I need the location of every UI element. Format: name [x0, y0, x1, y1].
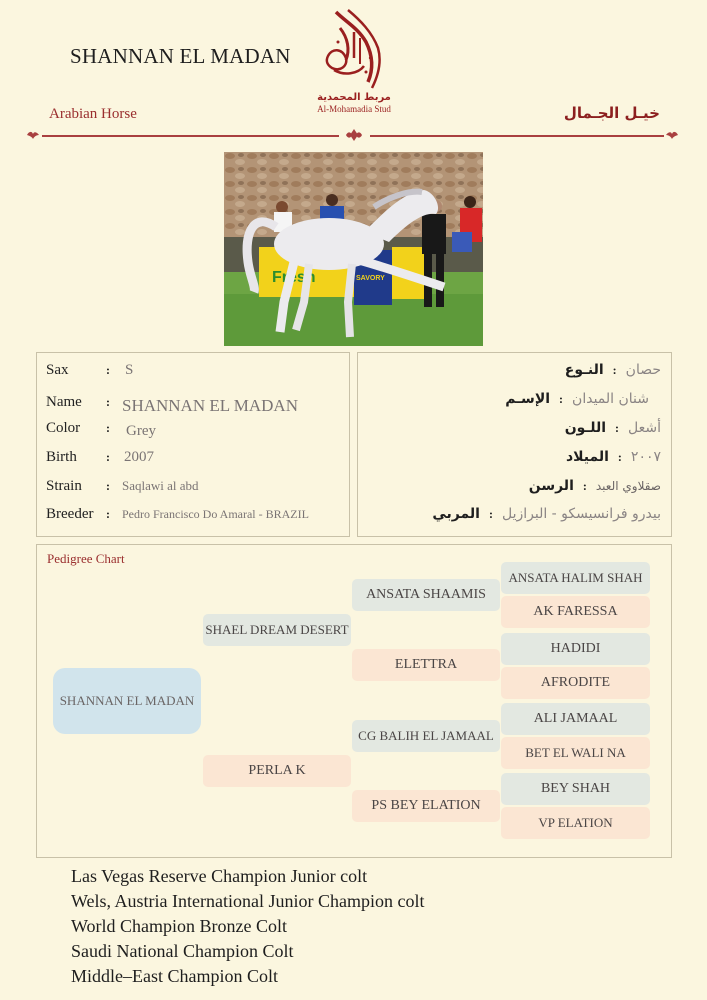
info-label: Birth — [46, 449, 77, 465]
pedigree-gen3-4: AFRODITE — [501, 667, 650, 699]
info-value: Saqlawi al abd — [122, 478, 199, 493]
ornamental-divider — [30, 129, 677, 141]
info-row-breeder-ar — [430, 506, 661, 522]
pedigree-gen3-2: AK FARESSA — [501, 596, 650, 628]
info-value: Pedro Francisco Do Amaral - BRAZIL — [122, 507, 309, 521]
info-row-strain — [46, 478, 199, 495]
pedigree-title: Pedigree Chart — [47, 551, 125, 566]
info-label: الرسن — [528, 478, 574, 494]
pedigree-sire-sire: ANSATA SHAAMIS — [352, 579, 500, 611]
info-value: حصان — [625, 362, 661, 378]
info-row-sex — [46, 362, 133, 379]
pedigree-gen3-7: BEY SHAH — [501, 773, 650, 805]
info-row-breeder — [46, 506, 309, 523]
info-value: Grey — [126, 423, 156, 439]
info-value: صقلاوي العبد — [595, 479, 661, 493]
info-separator: : — [615, 421, 620, 435]
flourish-left-icon — [26, 130, 40, 140]
pedigree-dam: PERLA K — [203, 755, 351, 787]
info-separator: : — [612, 363, 617, 377]
flourish-center-icon — [343, 128, 365, 142]
pedigree-sire: SHAEL DREAM DESERT — [203, 614, 351, 646]
pedigree-gen3-8: VP ELATION — [501, 807, 650, 839]
info-row-birth — [46, 449, 154, 466]
pedigree-dam-dam: PS BEY ELATION — [352, 790, 500, 822]
subtitle: Arabian Horse — [49, 106, 137, 122]
info-separator: : — [106, 395, 110, 409]
info-separator: : — [617, 450, 622, 464]
info-panel-arabic — [357, 352, 672, 537]
achievement-item: Wels, Austria International Junior Champion colt — [71, 891, 425, 911]
achievement-item: Middle–East Champion Colt — [71, 966, 278, 986]
pedigree-dam-sire: CG BALIH EL JAMAAL — [352, 720, 500, 752]
info-label: Color — [46, 420, 81, 436]
info-label: اللـون — [564, 420, 607, 436]
calligraphy-horse-head-icon — [318, 8, 390, 90]
info-label: Strain — [46, 478, 82, 494]
pedigree-horse: SHANNAN EL MADAN — [53, 668, 201, 734]
info-label: Breeder — [46, 506, 94, 522]
info-separator: : — [559, 392, 564, 406]
info-value: ٢٠٠٧ — [630, 449, 661, 465]
info-label: Sax — [46, 362, 69, 378]
flourish-right-icon — [665, 130, 679, 140]
svg-text:Fresh: Fresh — [272, 269, 316, 286]
achievements-list — [71, 864, 425, 989]
horse-title: SHANNAN EL MADAN — [70, 44, 291, 68]
pedigree-gen3-6: BET EL WALI NA — [501, 737, 650, 769]
info-separator: : — [582, 479, 587, 493]
info-separator: : — [106, 421, 110, 435]
info-row-color-ar — [556, 420, 661, 436]
info-value: S — [125, 362, 134, 378]
stud-logo — [312, 8, 396, 123]
info-value: 2007 — [124, 449, 154, 465]
achievement-item: World Champion Bronze Colt — [71, 916, 288, 936]
info-row-name-ar — [500, 391, 661, 407]
info-separator: : — [106, 363, 110, 377]
info-label: Name — [46, 394, 82, 410]
pedigree-sire-dam: ELETTRA — [352, 649, 500, 681]
info-separator: : — [106, 507, 110, 521]
info-value: شنان الميدان — [572, 391, 649, 407]
info-label: النـوع — [564, 362, 604, 378]
achievement-item: Las Vegas Reserve Champion Junior colt — [71, 866, 368, 886]
info-label: الميلاد — [565, 449, 609, 465]
logo-english-name: Al-Mohamadia Stud — [317, 104, 391, 114]
info-separator: : — [106, 450, 110, 464]
info-row-type-ar — [554, 362, 661, 378]
info-row-color — [46, 420, 156, 437]
pedigree-gen3-1: ANSATA HALIM SHAH — [501, 562, 650, 594]
arabic-tagline: خيـل الجـمال — [563, 104, 660, 122]
info-value: بيدرو فرانسيسكو - البرازيل — [501, 506, 661, 522]
info-panel-english — [36, 352, 350, 537]
pedigree-gen3-3: HADIDI — [501, 633, 650, 665]
info-label: الإسـم — [505, 391, 551, 407]
achievement-item: Saudi National Champion Colt — [71, 941, 294, 961]
svg-text:SAVORY: SAVORY — [356, 275, 385, 282]
info-separator: : — [106, 479, 110, 493]
horse-photo — [224, 152, 483, 346]
info-row-strain-ar — [524, 478, 661, 494]
info-label: المربي — [432, 506, 480, 522]
logo-arabic-name: مربط المحمدية — [317, 92, 391, 103]
info-row-name — [46, 391, 298, 415]
info-value: SHANNAN EL MADAN — [122, 396, 298, 415]
info-row-birth-ar — [559, 449, 661, 465]
info-value: أشعل — [628, 420, 661, 436]
info-separator: : — [488, 507, 493, 521]
pedigree-gen3-5: ALI JAMAAL — [501, 703, 650, 735]
